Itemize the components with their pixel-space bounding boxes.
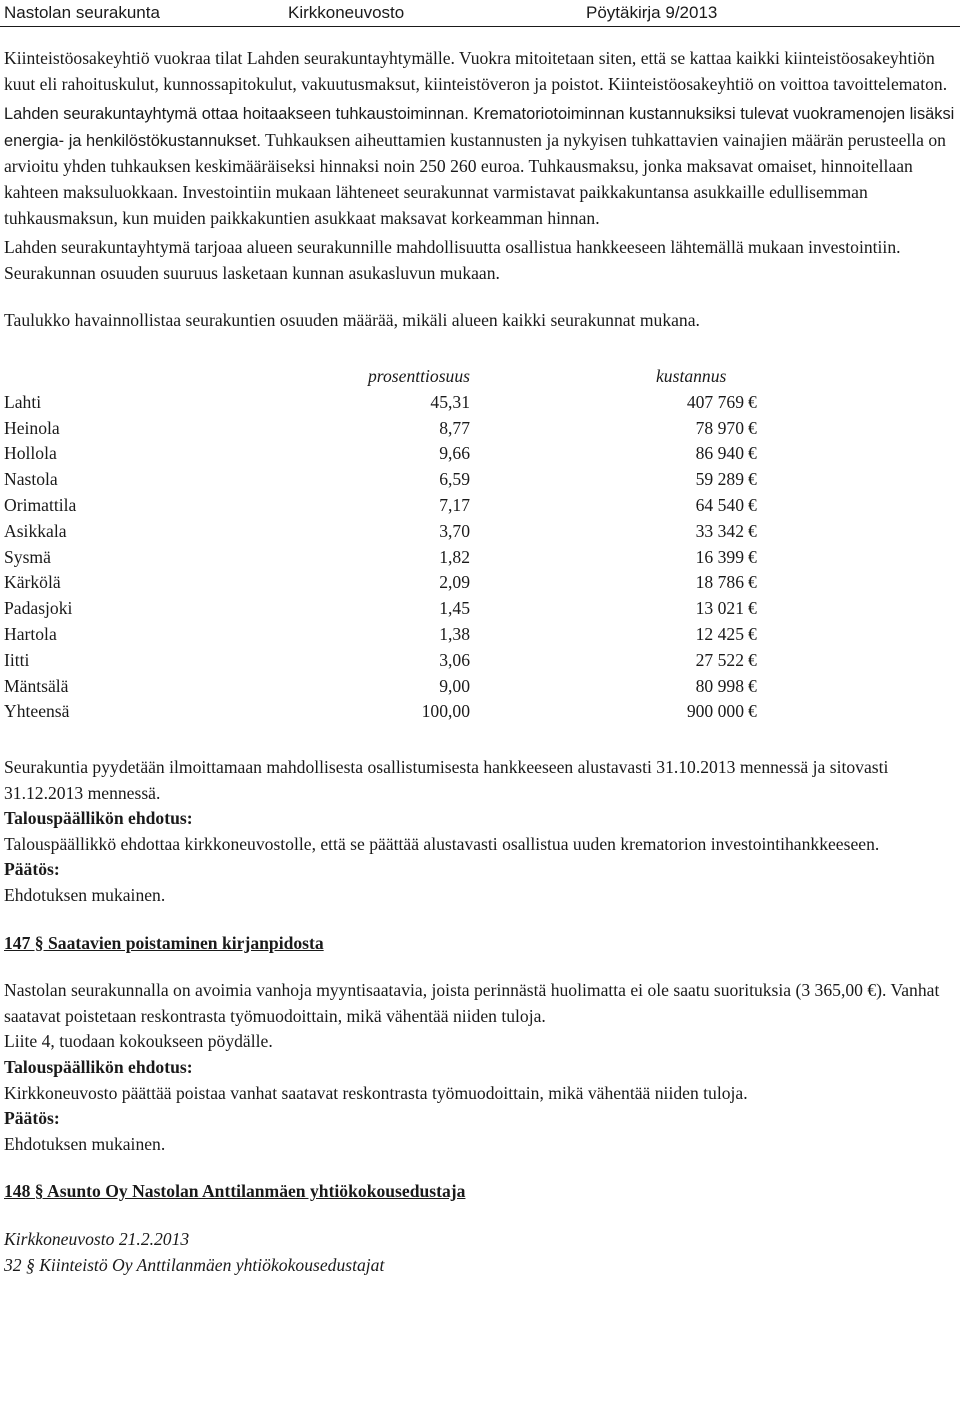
percent-value: 45,31 xyxy=(430,391,470,412)
decision-text-2: Ehdotuksen mukainen. xyxy=(4,1133,166,1154)
share-table-row xyxy=(4,493,762,519)
cost-value: 13 021 xyxy=(695,598,744,619)
currency-symbol: € xyxy=(748,469,757,490)
attachment-note: Liite 4, tuodaan kokoukseen pöydälle. xyxy=(4,1031,273,1052)
paragraph-cremation xyxy=(4,101,956,231)
parish-name: Iitti xyxy=(4,649,30,670)
proposal-text-2: Kirkkoneuvosto päättää poistaa vanhat saatavat reskontrasta työmuodoittain, mikä vähentää niiden tuloja. xyxy=(4,1082,748,1103)
header-organization: Nastolan seurakunta xyxy=(4,3,160,22)
currency-symbol: € xyxy=(748,546,757,567)
percent-value: 1,45 xyxy=(439,598,470,619)
share-table-row xyxy=(4,441,762,467)
currency-symbol: € xyxy=(748,443,757,464)
paragraph-deadline: Seurakuntia pyydetään ilmoittamaan mahdollisesta osallistumisesta hankkeeseen alustavasti 31.10.2013 mennessä ja sitovasti 31.12.2013 mennessä. xyxy=(4,757,889,803)
currency-symbol: € xyxy=(748,520,757,541)
paragraph-invitation: Lahden seurakuntayhtymä tarjoaa alueen seurakunnille mahdollisuutta osallistua hankkeeseen lähtemällä mukaan investointiin. Seurakunnan osuuden suuruus lasketaan kunnan asukasluvun mukaan. xyxy=(4,237,901,283)
share-table-row xyxy=(4,416,762,442)
percent-value: 9,66 xyxy=(439,443,470,464)
col-percent-header: prosenttiosuus xyxy=(368,366,470,387)
currency-symbol: € xyxy=(748,391,757,412)
header-body: Kirkkoneuvosto xyxy=(288,3,405,22)
share-table-row xyxy=(4,519,762,545)
share-table-row xyxy=(4,390,762,416)
reference-meeting: Kirkkoneuvosto 21.2.2013 xyxy=(4,1229,190,1249)
proposal-label-1: Talouspäällikön ehdotus: xyxy=(4,808,193,829)
section-title-147: 147 § Saatavien poistaminen kirjanpidosta xyxy=(4,932,324,953)
cost-value: 59 289 xyxy=(695,469,744,490)
percent-value: 1,82 xyxy=(439,546,470,567)
cost-value: 18 786 xyxy=(695,572,744,593)
percent-value: 8,77 xyxy=(439,417,470,438)
parish-name: Padasjoki xyxy=(4,598,73,619)
share-table-row xyxy=(4,648,762,674)
currency-symbol: € xyxy=(748,495,757,516)
cost-value: 80 998 xyxy=(695,675,744,696)
reference-section: 32 § Kiinteistö Oy Anttilanmäen yhtiökokousedustajat xyxy=(4,1254,385,1275)
parish-name: Mäntsälä xyxy=(4,675,69,696)
decision-label-1: Päätös: xyxy=(4,859,60,880)
parish-name: Hollola xyxy=(4,443,57,464)
table-intro: Taulukko havainnollistaa seurakuntien osuuden määrää, mikäli alueen kaikki seurakunnat mukana. xyxy=(4,310,700,331)
share-table-row xyxy=(4,622,762,648)
paragraph-receivables: Nastolan seurakunnalla on avoimia vanhoja myyntisaatavia, joista perinnästä huolimatta ei ole saatu suorituksia (3 365,00 €). Vanhat saatavat poistetaan reskontrasta työmuodoittain, mikä vähentää niiden tuloja. xyxy=(4,980,940,1026)
header-minutes-number: Pöytäkirja 9/2013 xyxy=(586,3,718,22)
parish-name: Heinola xyxy=(4,417,60,438)
percent-value: 7,17 xyxy=(439,495,470,516)
decision-label-2: Päätös: xyxy=(4,1108,60,1129)
cost-value: 64 540 xyxy=(695,495,744,516)
cost-value: 33 342 xyxy=(695,520,744,541)
cost-value: 78 970 xyxy=(695,417,744,438)
currency-symbol: € xyxy=(748,675,757,696)
currency-symbol: € xyxy=(748,701,757,722)
share-table-row xyxy=(4,467,762,493)
currency-symbol: € xyxy=(748,417,757,438)
paragraph-cremation-lead: Lahden seurakuntayhtymä ottaa hoitaakseen tuhkaustoiminnan. Krematoriotoiminnan kustannuksiksi tulevat vuokramenojen lisäksi energia- ja henkilöstökustannukset. xyxy=(4,105,955,150)
paragraph-lease: Kiinteistöosakeyhtiö vuokraa tilat Lahden seurakuntayhtymälle. Vuokra mitoitetaan siten, että se kattaa kaikki kiinteistöosakeyhtiön kuut eli rahoituskulut, kunnossapitokulut, vakuutusmaksut, kiinteistöveron ja poistot. Kiinteistöosakeyhtiö on voittoa tavoittelematon. xyxy=(4,48,948,94)
page-header xyxy=(0,0,960,27)
share-table-row xyxy=(4,570,762,596)
currency-symbol: € xyxy=(748,598,757,619)
share-table-row xyxy=(4,674,762,700)
parish-name: Orimattila xyxy=(4,495,77,516)
share-table xyxy=(4,364,762,725)
cost-value: 12 425 xyxy=(695,624,744,644)
percent-value: 6,59 xyxy=(439,469,470,490)
share-table-row xyxy=(4,699,762,725)
cost-value: 16 399 xyxy=(695,546,744,567)
percent-value: 1,38 xyxy=(439,624,470,644)
share-table-row xyxy=(4,545,762,571)
percent-value: 3,06 xyxy=(439,649,470,670)
percent-value: 9,00 xyxy=(439,675,470,696)
col-cost-header: kustannus xyxy=(656,366,727,387)
share-table-body xyxy=(4,390,762,725)
currency-symbol: € xyxy=(748,624,757,644)
parish-name: Asikkala xyxy=(4,520,67,541)
parish-name: Nastola xyxy=(4,469,58,490)
currency-symbol: € xyxy=(748,649,757,670)
share-table-header xyxy=(4,364,762,390)
paragraph-cremation-rest: Tuhkauksen aiheuttamien kustannusten ja nykyisen tuhkattavien vainajien määrän perusteella on arvioitu yhden tuhkauksen keskimääräiseksi hinnaksi noin 250 260 euroa. Tuhkausmaksu, jonka maksavat omaiset, hinnoitellaan kahteen maksuluokkaan. Investointiin mukaan lähteneet seurakunnat varmistavat paikkakuntansa asukkaille edullisemman tuhkausmaksun, kun muiden paikkakuntien asukkaat maksavat korkeamman hinnan. xyxy=(4,129,946,228)
currency-symbol: € xyxy=(748,572,757,593)
cost-value: 27 522 xyxy=(695,649,744,670)
parish-name: Yhteensä xyxy=(4,701,70,722)
section-title-148: 148 § Asunto Oy Nastolan Anttilanmäen yhtiökokousedustaja xyxy=(4,1181,466,1202)
decision-text-1: Ehdotuksen mukainen. xyxy=(4,885,166,906)
proposal-label-2: Talouspäällikön ehdotus: xyxy=(4,1057,193,1078)
percent-value: 2,09 xyxy=(439,572,470,593)
percent-value: 3,70 xyxy=(439,520,470,541)
cost-value: 900 000 xyxy=(686,701,744,722)
proposal-text-1: Talouspäällikkö ehdottaa kirkkoneuvostolle, että se päättää alustavasti osallistua uuden krematorion investointihankkeeseen. xyxy=(4,833,880,854)
parish-name: Hartola xyxy=(4,624,57,644)
parish-name: Sysmä xyxy=(4,546,51,567)
cost-value: 86 940 xyxy=(695,443,744,464)
cost-value: 407 769 xyxy=(686,391,744,412)
share-table-row xyxy=(4,596,762,622)
parish-name: Lahti xyxy=(4,391,42,412)
percent-value: 100,00 xyxy=(421,701,470,722)
document-body xyxy=(4,46,956,1278)
parish-name: Kärkölä xyxy=(4,572,61,593)
